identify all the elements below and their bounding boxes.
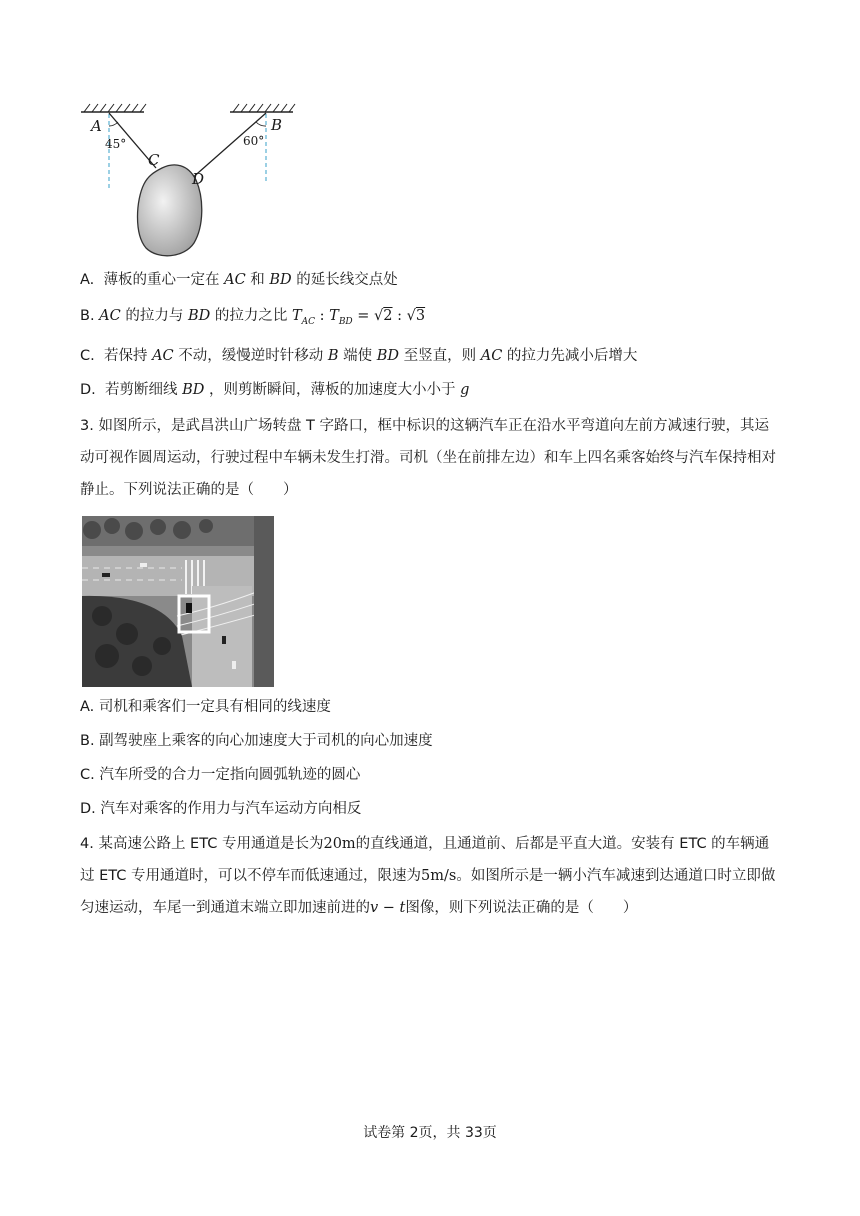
q3-option-b: B. 副驾驶座上乘客的向心加速度大于司机的向心加速度 (80, 733, 433, 749)
angle-a-label: 45° (105, 137, 127, 151)
label-b: B (271, 116, 283, 134)
q2-option-b: B. AC 的拉力与 BD 的拉力之比 $T_{AC}$ : $T_{BD} = √2$ : √3 (80, 308, 426, 327)
tension-ratio-formula: $T_{AC}$ : $T_{BD} = √2$ : √3 (291, 308, 426, 327)
q3-stem: 3. 如图所示，是武昌洪山广场转盘 T 字路口，框中标识的这辆汽车正在沿水平弯道向左前方减速行驶，其运动可视作圆周运动，行驶过程中车辆未发生打滑。司机（坐在前排左边）和车上四名乘客始终与汽车保持相对静止。下列说法正确的是（ ） (80, 418, 776, 498)
angle-b-label: 60° (243, 134, 265, 148)
page-footer: 试卷第 2页，共 33页 (363, 1125, 497, 1141)
q4-stem: 4. 某高速公路上 ETC 专用通道是长为20m的直线通道，且通道前、后都是平直大道。安装有 ETC 的车辆通过 ETC 专用通道时，可以不停车而低速通过，限速为5m/s。如图所示是一辆小汽车减速到达通道口时立即做匀速运动，车尾一到通道末端立即加速前进的v − t图像，则下列说法正确的是（ ） (80, 836, 776, 916)
label-a: A (91, 117, 102, 135)
q3-option-d: D. 汽车对乘客的作用力与汽车运动方向相反 (80, 801, 362, 817)
hanging-board-figure (76, 100, 316, 260)
q3-option-a: A. 司机和乘客们一定具有相同的线速度 (80, 699, 331, 715)
vt-label: v − t (370, 900, 406, 916)
speed-limit: 5m/s (421, 868, 457, 884)
intersection-aerial-photo (82, 516, 274, 687)
channel-length: 20m (323, 836, 356, 852)
q3-option-c: C. 汽车所受的合力一定指向圆弧轨迹的圆心 (80, 767, 361, 783)
q2-option-c: C. 若保持 AC 不动，缓慢逆时针移动 B 端使 BD 至竖直，则 AC 的拉力先减小后增大 (80, 348, 638, 364)
q2-option-d: D. 若剪断细线 BD ，则剪断瞬间，薄板的加速度大小小于 g (80, 382, 470, 398)
label-d: D (192, 170, 205, 188)
label-c: C (148, 151, 160, 169)
q2-option-a: A. 薄板的重心一定在 AC 和 BD 的延长线交点处 (80, 272, 398, 288)
